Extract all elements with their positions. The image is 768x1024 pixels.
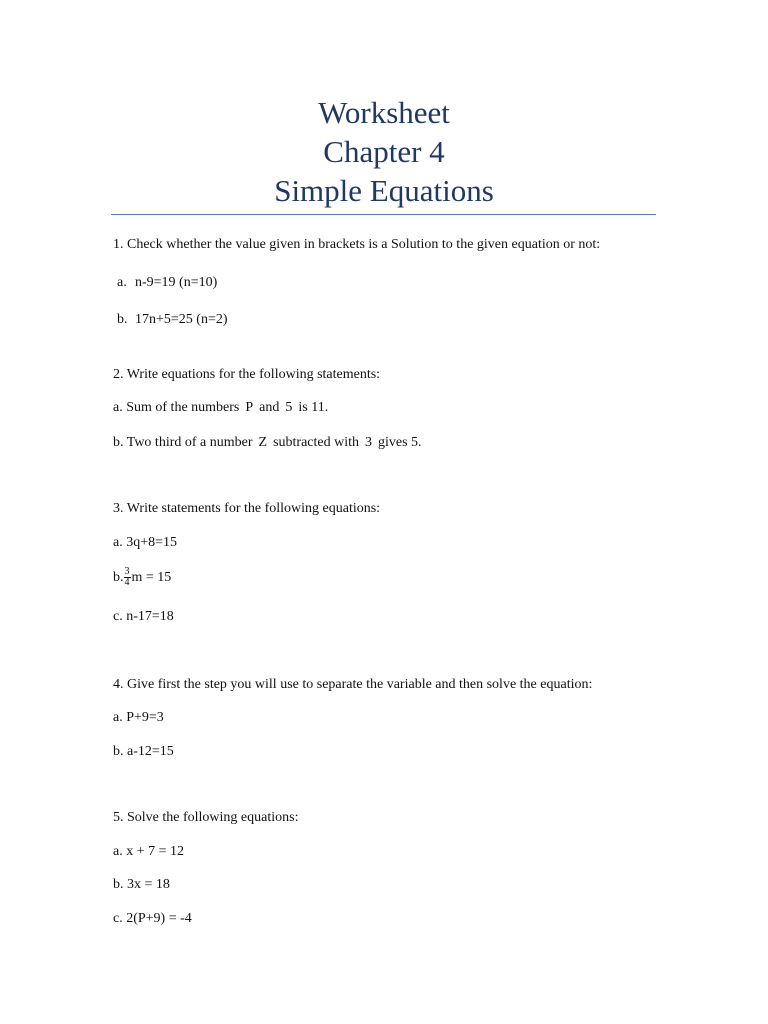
q2a-var2: 5 — [285, 400, 293, 415]
q2a-mid: and — [259, 400, 280, 415]
q2b-suffix: gives 5. — [378, 435, 422, 450]
q2a-prefix: a. Sum of the numbers — [113, 400, 240, 415]
q2a-suffix: is 11. — [298, 400, 329, 415]
fraction-three-quarters — [124, 567, 131, 588]
question-5-item-b: b. 3x = 18 — [113, 877, 170, 892]
fraction-denominator: 4 — [124, 577, 130, 589]
q3b-rest: m = 15 — [131, 570, 172, 585]
question-4-item-a: a. P+9=3 — [113, 710, 164, 725]
question-3-item-c: c. n-17=18 — [113, 609, 174, 624]
question-3-prompt: 3. Write statements for the following equations: — [113, 501, 381, 516]
title-chapter: Chapter 4 — [323, 134, 445, 169]
q2b-var1: Z — [258, 435, 268, 450]
item-label: b. — [117, 312, 128, 327]
question-2-item-a — [113, 399, 328, 417]
q3b-label: b. — [113, 570, 124, 585]
question-1-prompt: 1. Check whether the value given in brackets is a Solution to the given equation or not: — [113, 237, 601, 252]
question-4-item-b: b. a-12=15 — [113, 744, 174, 759]
question-5-item-a: a. x + 7 = 12 — [113, 844, 185, 859]
item-text: n-9=19 (n=10) — [135, 275, 218, 290]
question-1-item-b — [117, 311, 228, 329]
question-5-item-c: c. 2(P+9) = -4 — [113, 911, 192, 926]
title-topic: Simple Equations — [274, 173, 494, 208]
question-1-item-a — [117, 274, 217, 292]
question-3-item-a: a. 3q+8=15 — [113, 535, 178, 550]
question-5-prompt: 5. Solve the following equations: — [113, 810, 299, 825]
q2b-mid: subtracted with — [273, 435, 359, 450]
q2b-var2: 3 — [365, 435, 372, 450]
question-4-prompt: 4. Give first the step you will use to separate the variable and then solve the equation: — [113, 677, 593, 692]
title-divider — [111, 214, 656, 215]
q2a-var1: P — [245, 400, 254, 415]
question-2-item-b — [113, 434, 422, 452]
title-worksheet: Worksheet — [318, 95, 450, 130]
question-3-item-b — [113, 566, 171, 590]
q2b-prefix: b. Two third of a number — [113, 435, 253, 450]
item-label: a. — [117, 275, 127, 290]
question-2-prompt: 2. Write equations for the following statements: — [113, 367, 381, 382]
item-text: 17n+5=25 (n=2) — [135, 312, 228, 327]
fraction-numerator: 3 — [124, 566, 130, 578]
